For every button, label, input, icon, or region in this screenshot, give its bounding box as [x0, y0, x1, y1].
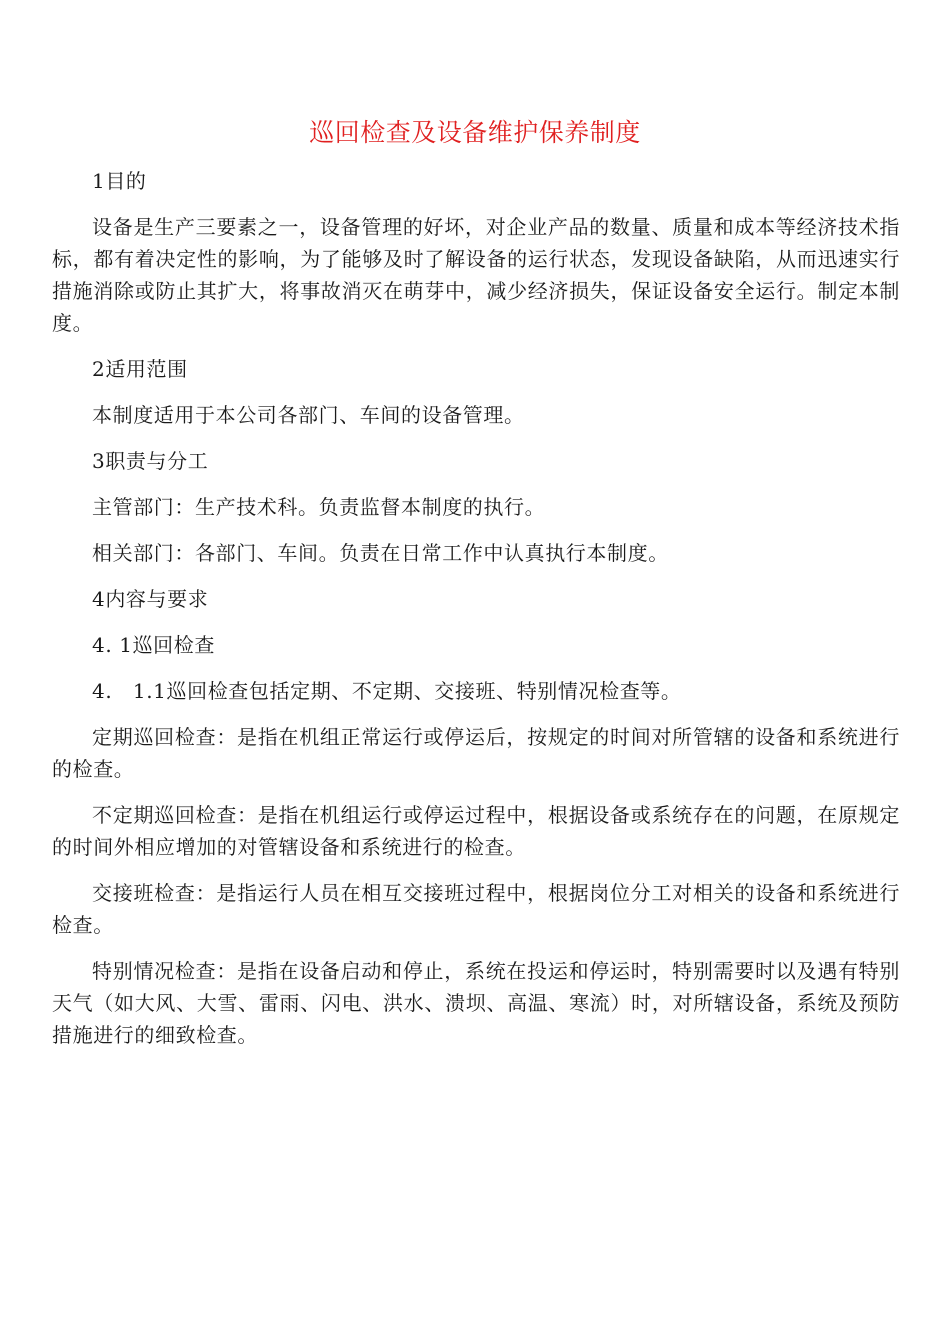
paragraph-special-inspection: 特别情况检查：是指在设备启动和停止，系统在投运和停运时，特别需要时以及遇有特别天气（如大风、大雪、雷雨、闪电、洪水、溃坝、高温、寒流）时，对所辖设备，系统及预防措施进行的细致检查。 [52, 959, 900, 1047]
paragraph-scope: 本制度适用于本公司各部门、车间的设备管理。 [92, 403, 525, 427]
paragraph-lead-department: 主管部门：生产技术科。负责监督本制度的执行。 [92, 495, 546, 519]
paragraph-shift-handover: 交接班检查：是指运行人员在相互交接班过程中，根据岗位分工对相关的设备和系统进行检查。 [52, 881, 900, 937]
paragraph-regular-patrol: 定期巡回检查：是指在机组正常运行或停运后，按规定的时间对所管辖的设备和系统进行的检查。 [52, 725, 900, 781]
paragraph-patrol-types: 4. 1.1巡回检查包括定期、不定期、交接班、特别情况检查等。 [92, 679, 682, 703]
document-body [52, 165, 900, 1051]
subsection-heading-patrol: 4. 1巡回检查 [92, 633, 215, 657]
section-heading-scope: 2适用范围 [92, 357, 188, 381]
section-heading-purpose: 1目的 [92, 169, 147, 193]
paragraph-related-departments: 相关部门：各部门、车间。负责在日常工作中认真执行本制度。 [92, 541, 669, 565]
paragraph-irregular-patrol: 不定期巡回检查：是指在机组运行或停运过程中，根据设备或系统存在的问题，在原规定的时间外相应增加的对管辖设备和系统进行的检查。 [52, 803, 900, 859]
section-heading-content: 4内容与要求 [92, 587, 209, 611]
paragraph-purpose: 设备是生产三要素之一，设备管理的好坏，对企业产品的数量、质量和成本等经济技术指标，都有着决定性的影响，为了能够及时了解设备的运行状态，发现设备缺陷，从而迅速实行措施消除或防止其扩大，将事故消灭在萌芽中，减少经济损失，保证设备安全运行。制定本制度。 [52, 215, 900, 335]
section-heading-duties: 3职责与分工 [92, 449, 209, 473]
document-title: 巡回检查及设备维护保养制度 [309, 118, 641, 147]
